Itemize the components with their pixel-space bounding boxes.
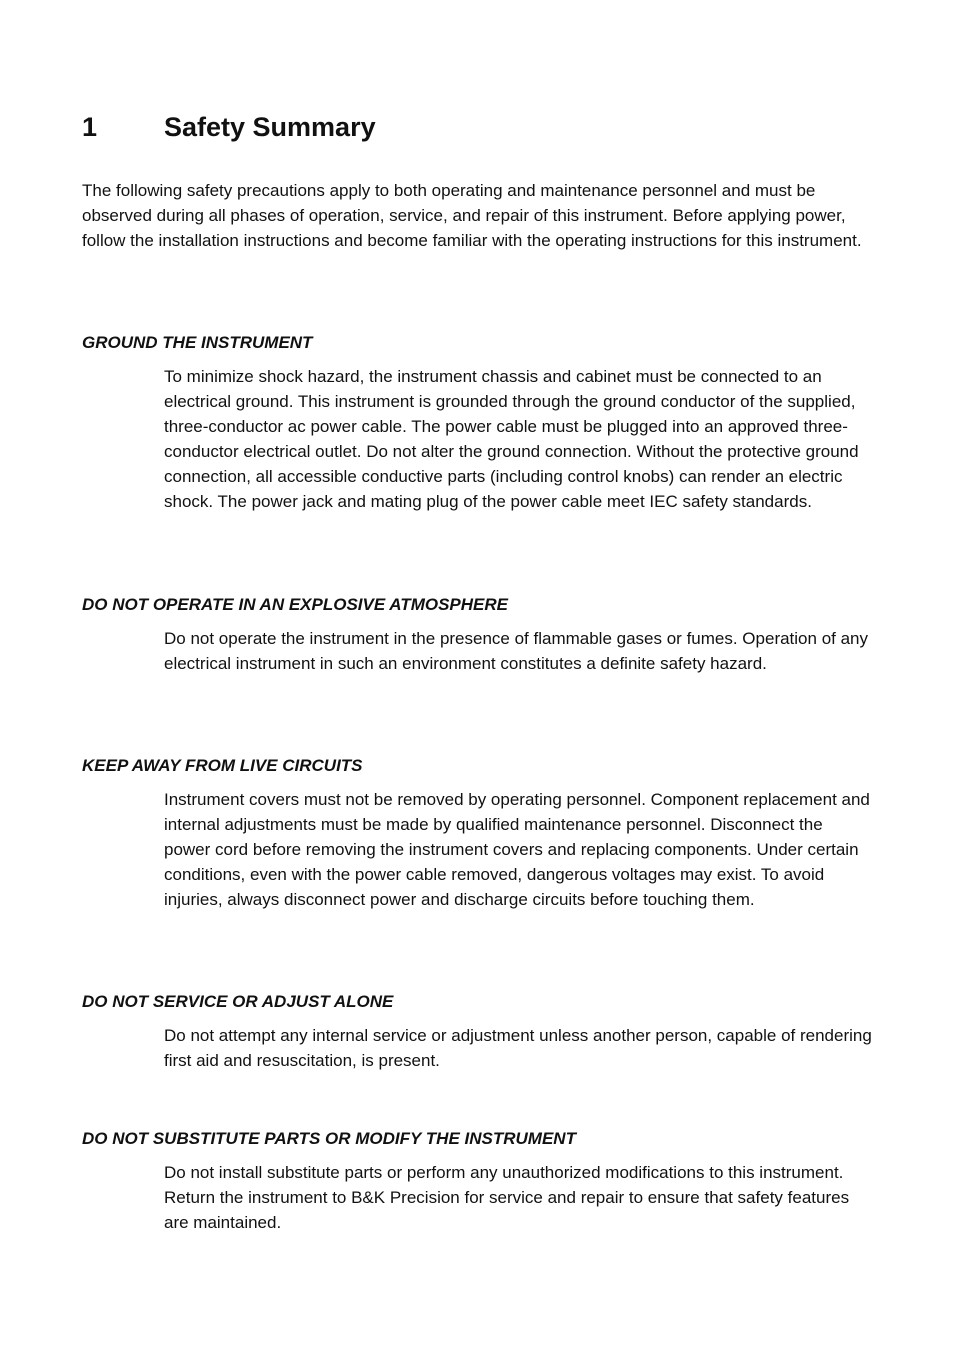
explosive-atmosphere-body: Do not operate the instrument in the presence of flammable gases or fumes. Operation of any electrical instrument in such an environment constitutes a definite safety hazard. <box>164 629 868 673</box>
service-alone-title: DO NOT SERVICE OR ADJUST ALONE <box>82 992 394 1011</box>
live-circuits-body: Instrument covers must not be removed by operating personnel. Component replacement and internal adjustments must be made by qualified maintenance personnel. Disconnect the power cord before removing the instrument covers and replacing components. Under certain conditions, even with the power cable removed, dangerous voltages may exist. To avoid injuries, always disconnect power and discharge circuits before touching them. <box>164 790 870 909</box>
ground-instrument-body: To minimize shock hazard, the instrument chassis and cabinet must be connected to an electrical ground. This instrument is grounded through the ground conductor of the supplied, three-conductor ac power cable. The power cable must be plugged into an approved three-conductor electrical outlet. Do not alter the ground connection. Without the protective ground connection, all accessible conductive parts (including control knobs) can render an electric shock. The power jack and mating plug of the power cable meet IEC safety standards. <box>164 367 859 511</box>
section-number: 1 <box>82 112 98 142</box>
live-circuits-title: KEEP AWAY FROM LIVE CIRCUITS <box>82 756 363 775</box>
explosive-atmosphere-title: DO NOT OPERATE IN AN EXPLOSIVE ATMOSPHERE <box>82 595 508 614</box>
service-alone-body: Do not attempt any internal service or adjustment unless another person, capable of rendering first aid and resuscitation, is present. <box>164 1026 872 1070</box>
intro-paragraph: The following safety precautions apply to both operating and maintenance personnel and must be observed during all phases of operation, service, and repair of this instrument. Before applying power, follow the installation instructions and become familiar with the operating instructions for this instrument. <box>82 181 862 250</box>
ground-instrument-title: GROUND THE INSTRUMENT <box>82 333 313 352</box>
section-heading <box>82 110 376 144</box>
substitute-parts-body: Do not install substitute parts or perform any unauthorized modifications to this instrument. Return the instrument to B&K Precision for service and repair to ensure that safety features are maintained. <box>164 1163 850 1232</box>
section-title: Safety Summary <box>164 112 376 142</box>
substitute-parts-title: DO NOT SUBSTITUTE PARTS OR MODIFY THE INSTRUMENT <box>82 1129 576 1148</box>
